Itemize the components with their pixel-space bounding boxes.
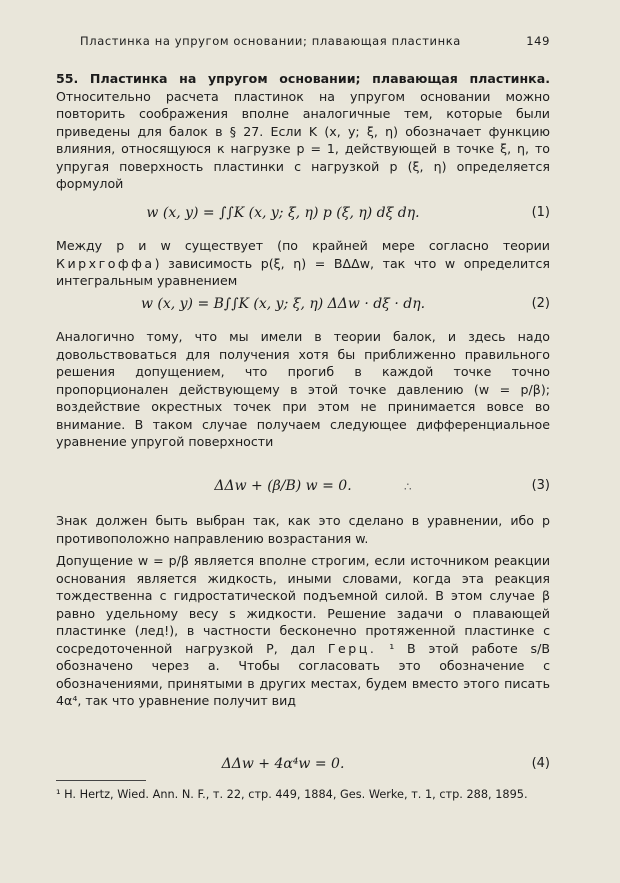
paragraph-2-end: зависимость p(ξ, η) = BΔΔw, так что w определится интегральным уравнением — [56, 255, 550, 288]
name-hertz: Герц. — [327, 640, 377, 656]
paragraph-3 — [56, 328, 550, 451]
equation-1-body: w (x, y) = ∫∫K (x, y; ξ, η) p (ξ, η) dξ dη. — [146, 205, 420, 221]
paragraph-5-text: Допущение w = p/β является вполне строгим, если источником реакции основания является жидкость, иными словами, когда эта реакция тождественна с гидростатической подъемной силой. В этом случае β равно удельному весу s жидкости. Решение задачи о плавающей пластинке (лед!), в частности бесконечно протяженной пластинке с сосредоточенной нагрузкой P, дал — [56, 553, 550, 656]
paragraph-4-text: Знак должен быть выбран так, как это сделано в уравнении, ибо p противоположно направлению возрастания w. — [56, 513, 550, 546]
running-title: Пластинка на упругом основании; плавающая пластинка — [80, 34, 461, 48]
name-kirchhoff: Кирхгоффа — [56, 255, 155, 271]
paragraph-2-start: Между p и w существует (по крайней мере согласно теории — [56, 238, 550, 253]
paragraph-4 — [56, 512, 550, 547]
paragraph-5-end: ¹ В этой работе s/B обозначено через a. Чтобы согласовать это обозначение с обозначениями, принятыми в других местах, будем вместо этого писать 4α⁴, так что уравнение получит вид — [56, 640, 550, 708]
equation-4-number: (4) — [531, 756, 550, 771]
equation-2-number: (2) — [531, 296, 550, 311]
paragraph-3-text: Аналогично тому, что мы имели в теории балок, и здесь надо довольствоваться для получения хотя бы приближенно правильного решения допущением, что прогиб в каждой точке точно пропорционален действующему в этой точке давлению (w = p/β); воздействие окрестных точек при этом не принимается вовсе во внимание. В таком случае получаем следующее дифференциальное уравнение упругой поверхности — [56, 329, 550, 449]
equation-4 — [56, 756, 550, 778]
footnote: ¹ H. Hertz, Wied. Ann. N. F., т. 22, стр. 449, 1884, Ges. Werke, т. 1, стр. 288, 1895. — [56, 788, 528, 801]
paragraph-5 — [56, 552, 550, 710]
equation-2 — [56, 296, 550, 318]
paragraph-2: Между p и w существует (по крайней мере согласно теории Кирхгоффа) зависимость p(ξ, η) = BΔΔw, так что w определится интегральным уравнением — [56, 238, 550, 288]
footnote-rule — [56, 780, 146, 781]
equation-3 — [56, 478, 550, 500]
equation-1 — [56, 205, 550, 227]
print-smudge: ∴ — [404, 480, 412, 494]
equation-3-number: (3) — [531, 478, 550, 493]
equation-4-body: ΔΔw + 4α⁴w = 0. — [221, 756, 345, 772]
page-number: 149 — [526, 34, 550, 48]
section-heading: 55. Пластинка на упругом основании; плавающая пластинка. — [56, 71, 550, 86]
equation-3-body: ΔΔw + (β/B) w = 0. — [214, 478, 352, 494]
equation-2-body: w (x, y) = B∫∫K (x, y; ξ, η) ΔΔw · dξ · dη. — [140, 296, 426, 312]
paragraph-intro — [56, 70, 550, 193]
equation-1-number: (1) — [531, 205, 550, 220]
running-header — [80, 34, 550, 48]
paragraph-1: Относительно расчета пластинок на упругом основании можно повторить соображения вполне аналогичные тем, которые были приведены для балок в § 27. Если K (x, y; ξ, η) обозначает функцию влияния, относящуюся к нагрузке p = 1, действующей в точке ξ, η, то упругая поверхность пластинки с нагрузкой p (ξ, η) определяется формулой — [56, 88, 550, 191]
